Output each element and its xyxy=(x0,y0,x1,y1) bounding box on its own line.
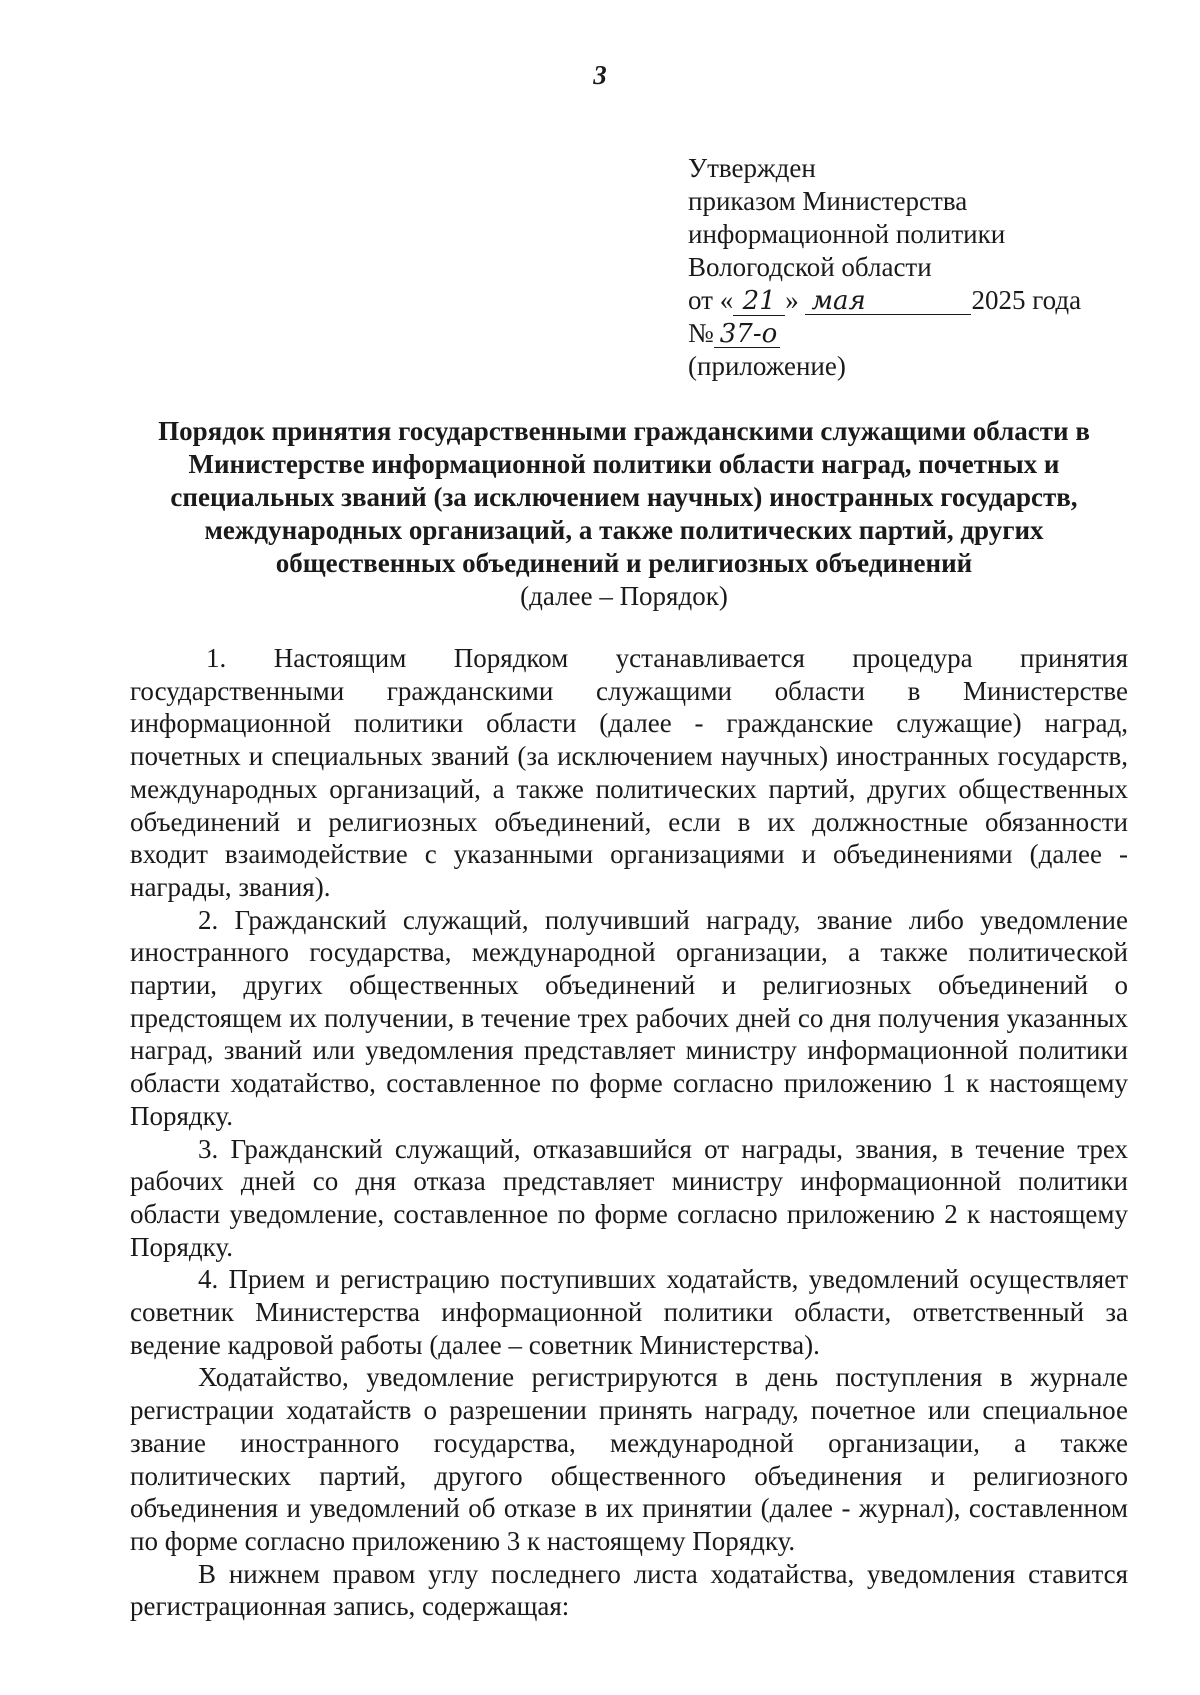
approval-line-region: Вологодской области xyxy=(688,252,932,282)
date-prefix: от « xyxy=(688,285,734,315)
approval-note: (приложение) xyxy=(688,351,846,381)
approval-line-approved: Утвержден xyxy=(688,153,816,183)
approval-line-order: приказом Министерства xyxy=(688,186,968,216)
date-day-handwritten: 21 xyxy=(733,288,785,316)
paragraph-1: 1. Настоящим Порядком устанавливается процедура принятия государственными гражданскими служащими области в Министерстве информационной политики области (далее - гражданские служащие) наград, почетных и специальных званий (за исключением научных) иностранных государств, международных организаций, а также политических партий, других общественных объединений и религиозных объединений, если в их должностные обязанности входит взаимодействие с указанными организациями и объединениями (далее - награды, звания). xyxy=(130,643,1128,902)
approval-number-line xyxy=(688,317,1081,350)
date-suffix: 2025 года xyxy=(971,285,1082,315)
document-title xyxy=(120,415,1128,613)
title-main: Порядок принятия государственными гражданскими служащими области в Министерстве информационной политики области наград, почетных и специальных званий (за исключением научных) иностранных государств, международных организаций, а также политических партий, других общественных объединений и религиозных объединений xyxy=(158,416,1090,578)
date-mid: » xyxy=(785,285,799,315)
paragraph-3: 3. Гражданский служащий, отказавшийся от награды, звания, в течение трех рабочих дней со дня отказа представляет министру информационной политики области уведомление, составленное по форме согласно приложению 2 к настоящему Порядку. xyxy=(130,1133,1128,1262)
paragraph-2: 2. Гражданский служащий, получивший награду, звание либо уведомление иностранного государства, международной организации, а также политической партии, других общественных объединений и религиозных объединений о предстоящем их получении, в течение трех рабочих дней со дня получения указанных наград, званий или уведомления представляет министру информационной политики области ходатайство, составленное по форме согласно приложению 1 к настоящему Порядку. xyxy=(130,904,1128,1131)
date-month-handwritten: мая xyxy=(805,288,971,315)
approval-line-ministry: информационной политики xyxy=(688,219,1006,249)
approval-block xyxy=(688,152,1081,383)
document-body xyxy=(130,642,1128,1623)
number-handwritten: 37-о xyxy=(714,321,780,348)
title-abbreviation: (далее – Порядок) xyxy=(520,581,728,611)
approval-date-line xyxy=(688,284,1081,317)
paragraph-4: 4. Прием и регистрацию поступивших ходатайств, уведомлений осуществляет советник Министерства информационной политики области, ответственный за ведение кадровой работы (далее – советник Министерства). xyxy=(130,1264,1128,1360)
page-number: 3 xyxy=(593,60,607,90)
paragraph-5: Ходатайство, уведомление регистрируются в день поступления в журнале регистрации ходатайств о разрешении принять награду, почетное или специальное звание иностранного государства, международной организации, а также политических партий, другого общественного объединения и религиозного объединения и уведомлений об отказе в их принятии (далее - журнал), составленном по форме согласно приложению 3 к настоящему Порядку. xyxy=(130,1362,1128,1556)
paragraph-6: В нижнем правом углу последнего листа ходатайства, уведомления ставится регистрационная запись, содержащая: xyxy=(130,1558,1128,1622)
number-prefix: № xyxy=(688,318,714,348)
